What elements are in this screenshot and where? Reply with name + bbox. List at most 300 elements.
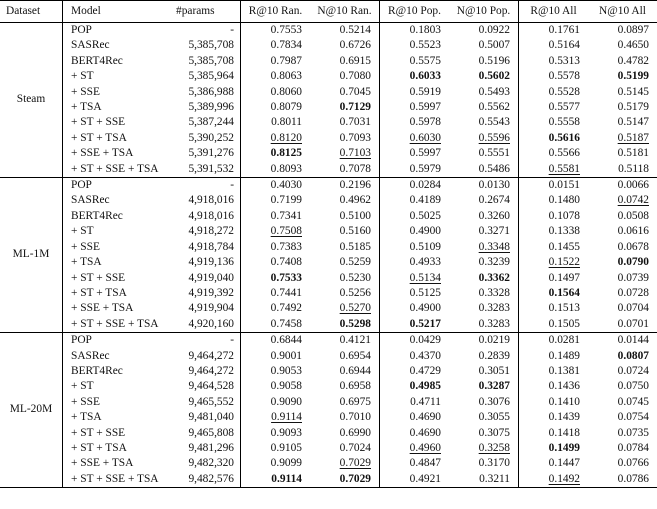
- metric-r10-random: [241, 333, 311, 349]
- metric-value: 0.1418: [548, 426, 580, 439]
- dataset-label: ML-20M: [0, 333, 63, 488]
- metric-value: 0.4189: [409, 194, 441, 207]
- param-count: 5,385,708: [168, 54, 241, 69]
- metric-n10-random: [310, 379, 380, 394]
- metric-value: 0.0508: [617, 209, 649, 222]
- metric-r10-popular: [380, 224, 450, 239]
- param-count: 9,482,576: [168, 472, 241, 488]
- metric-value: 0.0066: [617, 179, 649, 192]
- metric-r10-all: [519, 38, 589, 53]
- metric-value: 0.3211: [479, 472, 510, 485]
- table-row: [0, 193, 657, 208]
- metric-value: 0.5313: [548, 54, 580, 67]
- metric-value: 0.5199: [617, 70, 649, 83]
- header-r10-all: R@10 All: [519, 1, 589, 23]
- metric-n10-popular: [449, 193, 519, 208]
- table-row: [0, 178, 657, 194]
- metric-n10-popular: [449, 349, 519, 364]
- metric-value: 0.0130: [478, 179, 510, 192]
- metric-value: 0.1078: [548, 209, 580, 222]
- metric-r10-all: [519, 426, 589, 441]
- metric-r10-popular: [380, 54, 450, 69]
- model-name: + SSE: [71, 395, 100, 408]
- metric-value: 0.0739: [617, 271, 649, 284]
- metric-value: 0.8063: [270, 70, 302, 83]
- metric-value: 0.7383: [270, 240, 302, 253]
- metric-value: 0.0701: [617, 317, 649, 330]
- metric-n10-all: [588, 271, 657, 286]
- metric-value: 0.1497: [548, 271, 580, 284]
- metric-n10-random: [310, 364, 380, 379]
- metric-n10-all: [588, 209, 657, 224]
- metric-n10-all: [588, 333, 657, 349]
- metric-value: 0.5196: [478, 54, 510, 67]
- metric-value: 0.0766: [617, 457, 649, 470]
- metric-r10-random: [241, 426, 311, 441]
- metric-n10-popular: [449, 271, 519, 286]
- param-count: 9,482,320: [168, 456, 241, 471]
- table-row: [0, 209, 657, 224]
- header-n10-random: N@10 Ran.: [310, 1, 380, 23]
- table-row: [0, 146, 657, 161]
- metric-r10-all: [519, 317, 589, 333]
- metric-r10-popular: [380, 193, 450, 208]
- metric-value: 0.6844: [270, 334, 302, 347]
- model-name: + ST: [71, 70, 94, 83]
- header-dataset: Dataset: [0, 1, 63, 23]
- table-row: [0, 54, 657, 69]
- metric-n10-all: [588, 379, 657, 394]
- metric-value: 0.3328: [478, 286, 510, 299]
- metric-r10-all: [519, 472, 589, 488]
- metric-value: 0.8093: [270, 162, 302, 175]
- metric-value: 0.1338: [548, 225, 580, 238]
- model-name: + ST + TSA: [71, 286, 127, 299]
- metric-value: 0.7078: [339, 162, 371, 175]
- metric-r10-random: [241, 301, 311, 316]
- table-row: [0, 379, 657, 394]
- metric-value: 0.4933: [409, 256, 441, 269]
- metric-value: 0.8079: [270, 101, 302, 114]
- metric-n10-random: [310, 301, 380, 316]
- metric-value: 0.9105: [270, 441, 302, 454]
- table-row: [0, 23, 657, 39]
- metric-r10-random: [241, 441, 311, 456]
- metric-r10-popular: [380, 286, 450, 301]
- metric-value: 0.0429: [409, 334, 441, 347]
- model-name: + ST + SSE + TSA: [63, 317, 169, 333]
- metric-value: 0.7010: [339, 411, 371, 424]
- metric-r10-popular: [380, 395, 450, 410]
- metric-n10-popular: [449, 100, 519, 115]
- metric-value: 0.5145: [617, 85, 649, 98]
- metric-value: 0.6030: [409, 131, 441, 144]
- metric-n10-all: [588, 69, 657, 84]
- metric-n10-popular: [449, 209, 519, 224]
- metric-r10-popular: [380, 23, 450, 39]
- metric-r10-random: [241, 131, 311, 146]
- table-row: [0, 301, 657, 316]
- table-row: [0, 472, 657, 488]
- metric-value: 0.5528: [548, 85, 580, 98]
- metric-n10-popular: [449, 131, 519, 146]
- metric-r10-popular: [380, 456, 450, 471]
- table-row: [0, 69, 657, 84]
- metric-r10-all: [519, 131, 589, 146]
- metric-r10-all: [519, 100, 589, 115]
- metric-value: 0.5581: [548, 162, 580, 175]
- metric-r10-popular: [380, 85, 450, 100]
- metric-r10-popular: [380, 379, 450, 394]
- metric-value: 0.1489: [548, 349, 580, 362]
- metric-value: 0.5493: [478, 85, 510, 98]
- metric-r10-all: [519, 209, 589, 224]
- metric-value: 0.0724: [617, 364, 649, 377]
- metric-value: 0.9099: [270, 457, 302, 470]
- metric-n10-random: [310, 54, 380, 69]
- table-row: [0, 38, 657, 53]
- metric-value: 0.4960: [409, 441, 441, 454]
- param-count: 4,918,272: [168, 224, 241, 239]
- metric-n10-random: [310, 426, 380, 441]
- metric-value: 0.1410: [548, 395, 580, 408]
- metric-r10-random: [241, 456, 311, 471]
- metric-r10-random: [241, 69, 311, 84]
- metric-value: 0.7045: [339, 85, 371, 98]
- metric-n10-random: [310, 333, 380, 349]
- metric-value: 0.4962: [339, 194, 371, 207]
- metric-value: 0.0897: [617, 24, 649, 36]
- metric-value: 0.4121: [339, 334, 371, 347]
- metric-r10-random: [241, 395, 311, 410]
- param-count: -: [168, 178, 241, 194]
- metric-value: 0.2674: [478, 194, 510, 207]
- model-name: + SSE: [71, 85, 100, 98]
- metric-n10-all: [588, 301, 657, 316]
- param-count: 5,389,996: [168, 100, 241, 115]
- model-name: + ST: [71, 225, 94, 238]
- metric-r10-random: [241, 410, 311, 425]
- metric-value: 0.5118: [618, 162, 649, 175]
- metric-value: 0.1499: [548, 441, 580, 454]
- metric-n10-all: [588, 472, 657, 488]
- metric-r10-all: [519, 255, 589, 270]
- metric-n10-all: [588, 115, 657, 130]
- metric-value: 0.5523: [409, 39, 441, 52]
- metric-n10-popular: [449, 472, 519, 488]
- metric-value: 0.5616: [548, 131, 580, 144]
- metric-n10-all: [588, 54, 657, 69]
- metric-value: 0.0284: [409, 179, 441, 192]
- table-row: [0, 240, 657, 255]
- metric-r10-all: [519, 395, 589, 410]
- metric-r10-popular: [380, 69, 450, 84]
- metric-value: 0.0745: [617, 395, 649, 408]
- metric-value: 0.4370: [409, 349, 441, 362]
- metric-r10-popular: [380, 255, 450, 270]
- model-name: SASRec: [71, 349, 110, 362]
- metric-n10-popular: [449, 38, 519, 53]
- table-row: [0, 85, 657, 100]
- metric-value: 0.5578: [548, 70, 580, 83]
- metric-value: 0.1439: [548, 411, 580, 424]
- metric-value: 0.5125: [409, 286, 441, 299]
- metric-r10-popular: [380, 317, 450, 333]
- table-row: [0, 349, 657, 364]
- param-count: 9,465,808: [168, 426, 241, 441]
- table-row: [0, 410, 657, 425]
- metric-r10-all: [519, 178, 589, 194]
- metric-n10-popular: [449, 240, 519, 255]
- metric-r10-random: [241, 162, 311, 178]
- metric-n10-random: [310, 271, 380, 286]
- metric-r10-all: [519, 240, 589, 255]
- metric-value: 0.0151: [548, 179, 580, 192]
- metric-value: 0.0704: [617, 302, 649, 315]
- metric-value: 0.1480: [548, 194, 580, 207]
- metric-n10-random: [310, 100, 380, 115]
- metric-value: 0.9093: [270, 426, 302, 439]
- metric-r10-popular: [380, 472, 450, 488]
- metric-n10-random: [310, 115, 380, 130]
- metric-r10-random: [241, 379, 311, 394]
- metric-value: 0.8060: [270, 85, 302, 98]
- param-count: 4,919,040: [168, 271, 241, 286]
- model-name: + ST + SSE: [71, 426, 126, 439]
- metric-r10-random: [241, 146, 311, 161]
- metric-n10-popular: [449, 364, 519, 379]
- metric-value: 0.5230: [339, 271, 371, 284]
- metric-value: 0.5566: [548, 147, 580, 160]
- metric-value: 0.0728: [617, 286, 649, 299]
- metric-value: 0.5270: [339, 302, 371, 315]
- metric-value: 0.5164: [548, 39, 580, 52]
- metric-value: 0.9090: [270, 395, 302, 408]
- metric-value: 0.6975: [339, 395, 371, 408]
- header-r10-random: R@10 Ran.: [241, 1, 311, 23]
- metric-n10-random: [310, 193, 380, 208]
- metric-r10-random: [241, 209, 311, 224]
- metric-r10-all: [519, 224, 589, 239]
- metric-r10-popular: [380, 38, 450, 53]
- metric-n10-popular: [449, 146, 519, 161]
- model-name: + ST + SSE + TSA: [63, 472, 169, 488]
- table-row: [0, 395, 657, 410]
- metric-value: 0.4729: [409, 364, 441, 377]
- metric-r10-random: [241, 271, 311, 286]
- metric-n10-random: [310, 441, 380, 456]
- metric-r10-all: [519, 162, 589, 178]
- param-count: 5,387,244: [168, 115, 241, 130]
- table-body: [0, 23, 657, 488]
- metric-value: 0.7080: [339, 70, 371, 83]
- metric-value: 0.7987: [270, 54, 302, 67]
- metric-r10-random: [241, 115, 311, 130]
- param-count: 4,919,392: [168, 286, 241, 301]
- metric-value: 0.5025: [409, 209, 441, 222]
- metric-r10-random: [241, 38, 311, 53]
- model-name: + ST + SSE: [71, 116, 126, 129]
- model-name: + TSA: [71, 101, 102, 114]
- metric-n10-all: [588, 162, 657, 178]
- model-name: + SSE: [71, 240, 100, 253]
- metric-value: 0.3051: [478, 364, 510, 377]
- metric-value: 0.7492: [270, 302, 302, 315]
- metric-value: 0.5298: [339, 317, 371, 330]
- header-n10-all: N@10 All: [588, 1, 657, 23]
- metric-n10-random: [310, 23, 380, 39]
- metric-value: 0.7129: [339, 101, 371, 114]
- metric-n10-random: [310, 255, 380, 270]
- param-count: 4,919,136: [168, 255, 241, 270]
- metric-value: 0.9058: [270, 380, 302, 393]
- metric-value: 0.4900: [409, 225, 441, 238]
- metric-r10-popular: [380, 426, 450, 441]
- metric-value: 0.7834: [270, 39, 302, 52]
- header-r10-popular: R@10 Pop.: [380, 1, 450, 23]
- table-row: [0, 441, 657, 456]
- metric-value: 0.0281: [548, 334, 580, 347]
- metric-value: 0.5160: [339, 225, 371, 238]
- metric-value: 0.5558: [548, 116, 580, 129]
- metric-value: 0.3076: [478, 395, 510, 408]
- metric-n10-all: [588, 85, 657, 100]
- metric-value: 0.7093: [339, 131, 371, 144]
- metric-value: 0.8125: [270, 147, 302, 160]
- metric-value: 0.4711: [410, 395, 441, 408]
- metric-n10-random: [310, 69, 380, 84]
- metric-r10-popular: [380, 441, 450, 456]
- metric-value: 0.4921: [409, 472, 441, 485]
- metric-r10-all: [519, 333, 589, 349]
- metric-value: 0.5551: [478, 147, 510, 160]
- header-row: [0, 1, 657, 23]
- metric-value: 0.3271: [478, 225, 510, 238]
- metric-value: 0.3260: [478, 209, 510, 222]
- metric-r10-popular: [380, 410, 450, 425]
- table-row: [0, 131, 657, 146]
- metric-value: 0.7341: [270, 209, 302, 222]
- metric-value: 0.4847: [409, 457, 441, 470]
- metric-value: 0.5997: [409, 147, 441, 160]
- metric-r10-popular: [380, 333, 450, 349]
- metric-n10-random: [310, 395, 380, 410]
- metric-value: 0.5486: [478, 162, 510, 175]
- metric-value: 0.9001: [270, 349, 302, 362]
- metric-value: 0.0144: [617, 334, 649, 347]
- table-header: [0, 1, 657, 23]
- model-name: BERT4Rec: [71, 54, 123, 67]
- metric-value: 0.5259: [339, 256, 371, 269]
- metric-n10-popular: [449, 301, 519, 316]
- metric-value: 0.7199: [270, 194, 302, 207]
- metric-value: 0.3075: [478, 426, 510, 439]
- param-count: 4,920,160: [168, 317, 241, 333]
- metric-value: 0.3258: [478, 441, 510, 454]
- param-count: 4,919,904: [168, 301, 241, 316]
- metric-value: 0.1522: [548, 256, 580, 269]
- metric-n10-random: [310, 209, 380, 224]
- metric-value: 0.5978: [409, 116, 441, 129]
- metric-value: 0.7458: [270, 317, 302, 330]
- metric-value: 0.7029: [339, 472, 371, 485]
- metric-n10-all: [588, 38, 657, 53]
- model-name: + SSE + TSA: [71, 457, 134, 470]
- metric-r10-random: [241, 224, 311, 239]
- metric-value: 0.3170: [478, 457, 510, 470]
- metric-value: 0.5100: [339, 209, 371, 222]
- model-name: + ST + TSA: [71, 131, 127, 144]
- param-count: 5,385,708: [168, 38, 241, 53]
- metric-r10-popular: [380, 209, 450, 224]
- metric-r10-popular: [380, 301, 450, 316]
- model-name: SASRec: [71, 39, 110, 52]
- metric-value: 0.7103: [339, 147, 371, 160]
- table-row: [0, 333, 657, 349]
- metric-n10-random: [310, 286, 380, 301]
- metric-value: 0.0219: [478, 334, 510, 347]
- metric-value: 0.4690: [409, 426, 441, 439]
- metric-r10-random: [241, 240, 311, 255]
- metric-value: 0.4782: [617, 54, 649, 67]
- metric-value: 0.3055: [478, 411, 510, 424]
- metric-n10-popular: [449, 115, 519, 130]
- metric-value: 0.5217: [409, 317, 441, 330]
- metric-value: 0.7508: [270, 225, 302, 238]
- param-count: 9,481,040: [168, 410, 241, 425]
- model-name: + SSE + TSA: [71, 147, 134, 160]
- metric-value: 0.1761: [548, 24, 580, 36]
- param-count: 9,464,272: [168, 364, 241, 379]
- metric-value: 0.5214: [339, 24, 371, 36]
- metric-n10-popular: [449, 395, 519, 410]
- param-count: 5,391,532: [168, 162, 241, 178]
- metric-r10-popular: [380, 271, 450, 286]
- metric-value: 0.5187: [617, 131, 649, 144]
- metric-n10-all: [588, 146, 657, 161]
- metric-r10-all: [519, 379, 589, 394]
- metric-value: 0.5109: [409, 240, 441, 253]
- table-row: [0, 286, 657, 301]
- metric-r10-all: [519, 54, 589, 69]
- metric-value: 0.5256: [339, 286, 371, 299]
- metric-r10-all: [519, 271, 589, 286]
- metric-value: 0.6915: [339, 54, 371, 67]
- model-name: + ST + SSE + TSA: [63, 162, 169, 178]
- metric-r10-all: [519, 286, 589, 301]
- metric-r10-random: [241, 193, 311, 208]
- metric-r10-all: [519, 301, 589, 316]
- header-model: Model: [63, 1, 169, 23]
- metric-r10-all: [519, 410, 589, 425]
- metric-value: 0.4650: [617, 39, 649, 52]
- metric-value: 0.3239: [478, 256, 510, 269]
- param-count: 9,464,272: [168, 349, 241, 364]
- metric-r10-popular: [380, 364, 450, 379]
- metric-value: 0.5007: [478, 39, 510, 52]
- metric-value: 0.3362: [478, 271, 510, 284]
- metric-value: 0.0790: [617, 256, 649, 269]
- metric-r10-all: [519, 146, 589, 161]
- metric-n10-random: [310, 240, 380, 255]
- metric-n10-all: [588, 317, 657, 333]
- metric-n10-random: [310, 317, 380, 333]
- metric-r10-popular: [380, 162, 450, 178]
- header-n10-popular: N@10 Pop.: [449, 1, 519, 23]
- metric-value: 0.5179: [617, 101, 649, 114]
- model-name: POP: [71, 179, 92, 192]
- metric-n10-popular: [449, 54, 519, 69]
